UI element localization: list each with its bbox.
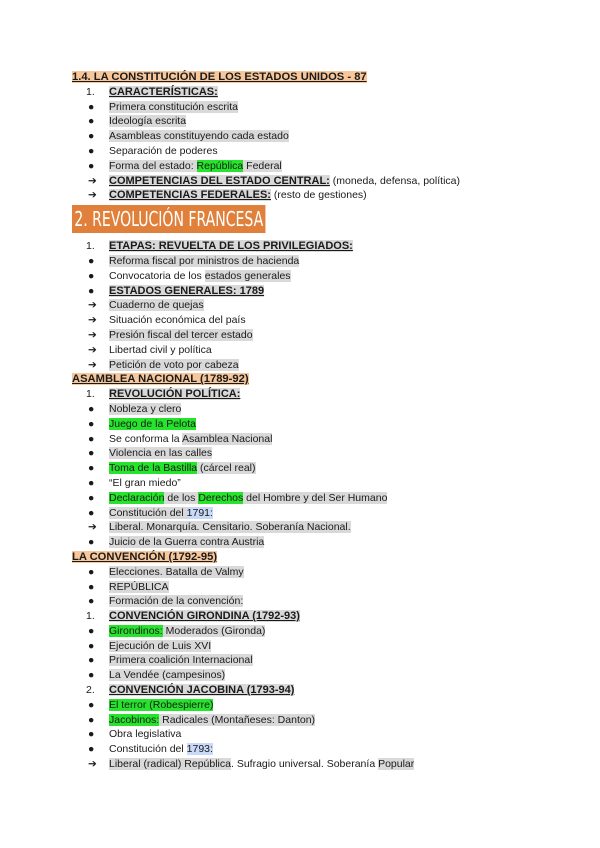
- item-text: REPÚBLICA: [109, 580, 169, 593]
- item-text: Violencia en las calles: [109, 447, 213, 460]
- number-marker: 1.: [86, 610, 95, 623]
- bullet-icon: ●: [88, 639, 95, 652]
- item-text: Libertad civil y política: [109, 343, 212, 356]
- bullet-icon: ●: [88, 491, 95, 504]
- list-item: [72, 727, 542, 742]
- arrow-icon: ➔: [88, 328, 97, 341]
- item-subheading: COMPETENCIAS DEL ESTADO CENTRAL:: [109, 174, 330, 187]
- item-text-highlight: 1791:: [186, 506, 213, 519]
- item-text: Petición de voto por cabeza: [109, 358, 239, 371]
- item-text-highlight: Juego de la Pelota: [109, 417, 196, 430]
- list-item: [72, 698, 542, 713]
- list-item: [72, 417, 542, 432]
- heading-text: LA CONVENCIÓN (1792-95): [72, 550, 218, 563]
- bullet-icon: ●: [88, 536, 95, 549]
- list-item: [72, 402, 542, 417]
- item-text: Obra legislativa: [109, 728, 182, 741]
- list-item: [72, 100, 542, 115]
- numbered-item: [72, 85, 542, 100]
- item-text: Separación de poderes: [109, 144, 218, 157]
- numbered-item: [72, 239, 542, 254]
- bullet-icon: ●: [88, 728, 95, 741]
- subheading: CARACTERÍSTICAS:: [109, 85, 218, 98]
- list-item: [72, 535, 542, 550]
- list-item: [72, 313, 542, 328]
- item-text: Juicio de la Guerra contra Austria: [109, 536, 265, 549]
- bullet-icon: ●: [88, 432, 95, 445]
- bullet-icon: ●: [88, 713, 95, 726]
- bullet-icon: ●: [88, 565, 95, 578]
- list-item: [72, 461, 542, 476]
- numbered-item: [72, 683, 542, 698]
- item-text-highlight: Declaración: [109, 491, 165, 504]
- arrow-icon: ➔: [88, 189, 97, 202]
- item-text: “El gran miedo”: [109, 476, 181, 489]
- list-item: [72, 506, 542, 521]
- list-item: [72, 269, 542, 284]
- number-marker: 1.: [86, 240, 95, 253]
- item-text: Ejecución de Luis XVI: [109, 639, 212, 652]
- list-item: [72, 594, 542, 609]
- item-text: Se conforma la: [109, 432, 182, 445]
- bullet-icon: ●: [88, 254, 95, 267]
- list-item: [72, 446, 542, 461]
- bullet-icon: ●: [88, 100, 95, 113]
- bullet-icon: ●: [88, 580, 95, 593]
- bullet-icon: ●: [88, 284, 95, 297]
- list-item: [72, 254, 542, 269]
- item-text: (cárcel real): [197, 462, 256, 475]
- numbered-item: [72, 387, 542, 402]
- heading-text: ASAMBLEA NACIONAL (1789-92): [72, 373, 249, 386]
- item-text: Popular: [378, 758, 415, 771]
- item-text: Presión fiscal del tercer estado: [109, 328, 253, 341]
- item-text: La Vendée (campesinos): [109, 669, 226, 682]
- bullet-icon: ●: [88, 654, 95, 667]
- list-item: [72, 624, 542, 639]
- bullet-icon: ●: [88, 595, 95, 608]
- list-item: [72, 358, 542, 373]
- item-text: Formación de la convención:: [109, 595, 244, 608]
- list-item: [72, 174, 542, 189]
- item-text-highlight: El terror (Robespierre): [109, 698, 214, 711]
- list-item: [72, 343, 542, 358]
- item-text: Liberal (radical) República: [109, 758, 231, 771]
- item-text: Federal: [243, 159, 282, 172]
- list-item: [72, 476, 542, 491]
- title-text: 2. REVOLUCIÓN FRANCESA: [72, 205, 266, 233]
- list-item: [72, 668, 542, 683]
- item-text-highlight: Jacobinos:: [109, 713, 160, 726]
- bullet-icon: ●: [88, 669, 95, 682]
- item-text: Reforma fiscal por ministros de hacienda: [109, 254, 300, 267]
- item-text: Liberal. Monarquía. Censitario. Soberanía Nacional.: [109, 521, 351, 534]
- item-text: (resto de gestiones): [270, 189, 367, 202]
- section-heading: [72, 372, 542, 387]
- list-item: [72, 159, 542, 174]
- list-item: [72, 639, 542, 654]
- heading-text: 1.4. LA CONSTITUCIÓN DE LOS ESTADOS UNIDOS - 87: [72, 71, 367, 83]
- item-text: Asambleas constituyendo cada estado: [109, 130, 289, 143]
- subheading: CONVENCIÓN JACOBINA (1793-94): [109, 684, 295, 697]
- list-item: [72, 188, 542, 203]
- list-item: [72, 653, 542, 668]
- bullet-icon: ●: [88, 130, 95, 143]
- bullet-icon: ●: [88, 269, 95, 282]
- item-text: Ideología escrita: [109, 115, 187, 128]
- bullet-icon: ●: [88, 144, 95, 157]
- item-text: Radicales (Montañeses: Danton): [159, 713, 316, 726]
- arrow-icon: ➔: [88, 343, 97, 356]
- arrow-icon: ➔: [88, 299, 97, 312]
- list-item: [72, 520, 542, 535]
- list-item: [72, 129, 542, 144]
- bullet-icon: ●: [88, 417, 95, 430]
- item-text: Nobleza y clero: [109, 402, 182, 415]
- list-item: [72, 432, 542, 447]
- list-item: [72, 298, 542, 313]
- number-marker: 1.: [86, 388, 95, 401]
- item-subheading: ESTADOS GENERALES: 1789: [109, 284, 265, 297]
- number-marker: 1.: [86, 85, 95, 98]
- arrow-icon: ➔: [88, 174, 97, 187]
- list-item: [72, 565, 542, 580]
- arrow-icon: ➔: [88, 521, 97, 534]
- item-text-highlight: 1793:: [186, 743, 213, 756]
- section-heading: [72, 550, 542, 565]
- list-item: [72, 713, 542, 728]
- item-text-highlight: Derechos: [198, 491, 244, 504]
- list-item: [72, 144, 542, 159]
- arrow-icon: ➔: [88, 758, 97, 771]
- item-text: Forma del estado:: [109, 159, 197, 172]
- bullet-icon: ●: [88, 476, 95, 489]
- subheading: REVOLUCIÓN POLÍTICA:: [109, 388, 241, 401]
- numbered-item: [72, 609, 542, 624]
- bullet-icon: ●: [88, 159, 95, 172]
- item-text: del Hombre y del Ser Humano: [243, 491, 388, 504]
- item-text: Constitución del: [109, 743, 187, 756]
- bullet-icon: ●: [88, 506, 95, 519]
- subheading: CONVENCIÓN GIRONDINA (1792-93): [109, 610, 300, 623]
- list-item: [72, 757, 542, 772]
- bullet-icon: ●: [88, 447, 95, 460]
- subheading: ETAPAS: REVUELTA DE LOS PRIVILEGIADOS:: [109, 240, 353, 253]
- bullet-icon: ●: [88, 624, 95, 637]
- arrow-icon: ➔: [88, 314, 97, 327]
- item-text-highlight: República: [196, 159, 244, 172]
- item-text: Situación económica del país: [109, 314, 246, 327]
- item-text: Moderados (Gironda): [162, 624, 266, 637]
- arrow-icon: ➔: [88, 358, 97, 371]
- item-text: Elecciones. Batalla de Valmy: [109, 565, 244, 578]
- item-text: de los: [164, 491, 199, 504]
- item-text: Cuaderno de quejas: [109, 299, 204, 312]
- bullet-icon: ●: [88, 402, 95, 415]
- bullet-icon: ●: [88, 115, 95, 128]
- item-text: Constitución del: [109, 506, 187, 519]
- item-text-highlight: Toma de la Bastilla: [109, 462, 198, 475]
- item-text: Convocatoria de los: [109, 269, 205, 282]
- item-text: estados generales: [204, 269, 291, 282]
- list-item: [72, 114, 542, 129]
- list-item: [72, 284, 542, 299]
- item-text: Primera coalición Internacional: [109, 654, 253, 667]
- list-item: [72, 580, 542, 595]
- item-subheading: COMPETENCIAS FEDERALES:: [109, 189, 271, 202]
- item-text: (moneda, defensa, política): [329, 174, 460, 187]
- item-text: . Sufragio universal. Soberanía: [230, 758, 379, 771]
- bullet-icon: ●: [88, 462, 95, 475]
- list-item: [72, 491, 542, 506]
- item-text: Primera constitución escrita: [109, 100, 238, 113]
- document-body: [72, 70, 542, 772]
- section-heading: [72, 70, 542, 85]
- number-marker: 2.: [86, 684, 95, 697]
- item-text-highlight: Girondinos:: [109, 624, 163, 637]
- bullet-icon: ●: [88, 743, 95, 756]
- item-text: Asamblea Nacional: [181, 432, 273, 445]
- bullet-icon: ●: [88, 698, 95, 711]
- list-item: [72, 328, 542, 343]
- title-heading: [72, 205, 542, 239]
- list-item: [72, 742, 542, 757]
